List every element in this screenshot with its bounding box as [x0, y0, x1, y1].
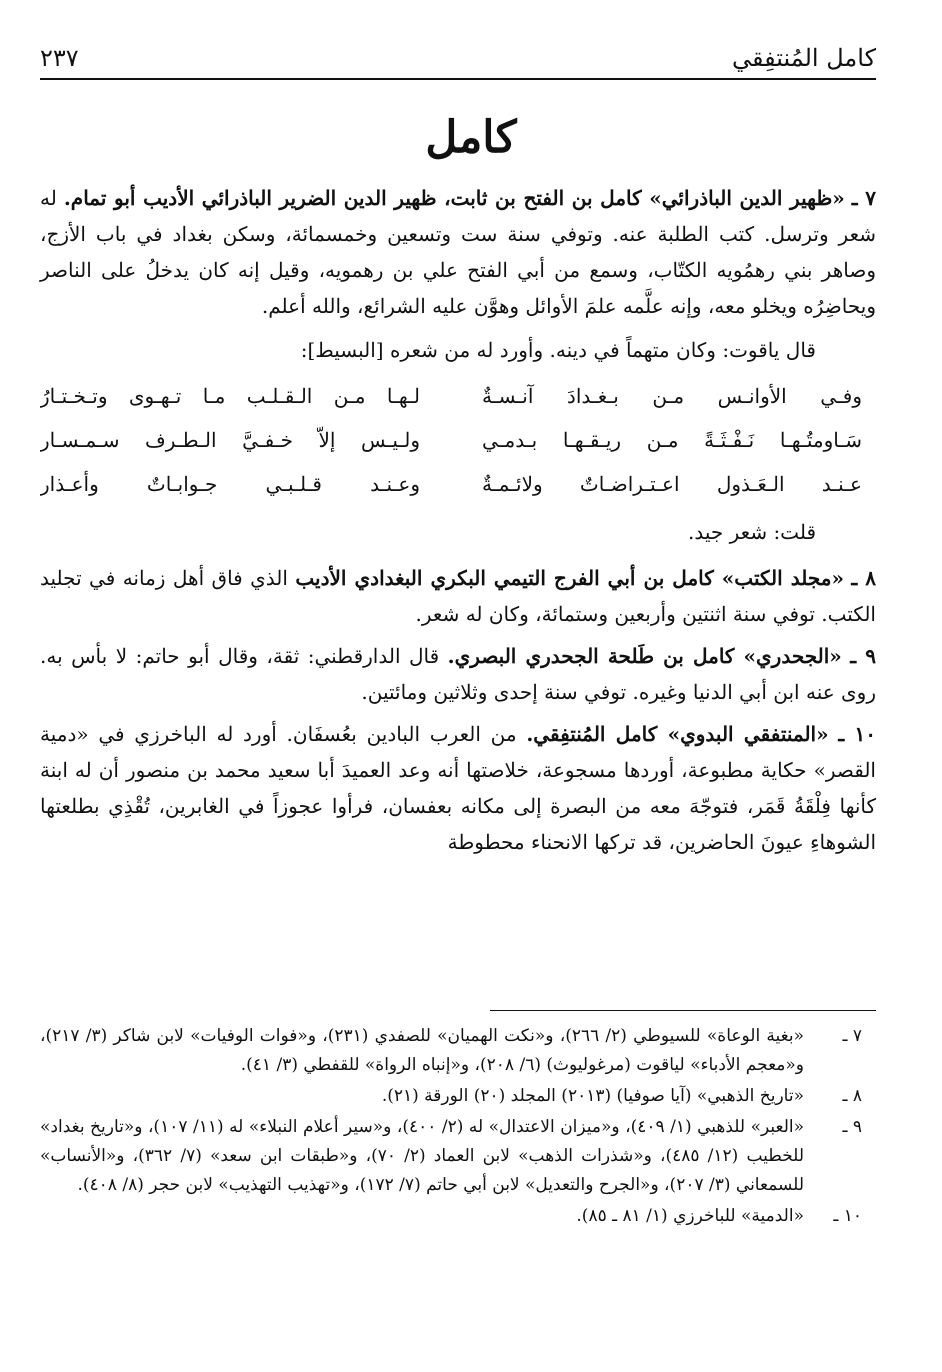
entry-heading: «الجحدري» كامل بن طَلحة الجحدري البصري. [447, 644, 842, 668]
page-number: ٢٣٧ [40, 44, 79, 72]
entry-number: ٨ ـ [851, 566, 877, 590]
footnote-divider [490, 1010, 876, 1011]
footnote-text: «تاريخ الذهبي» (آيا صوفيا) (٢٠١٣) المجلد (٢٠) الورقة (٢١). [381, 1086, 804, 1106]
entry-10 [40, 716, 876, 860]
running-title: كامل المُنتفِقي [731, 44, 876, 72]
footnotes [40, 1022, 876, 1233]
entry-8 [40, 560, 876, 632]
verse [40, 374, 876, 418]
entry-number: ١٠ ـ [838, 722, 877, 746]
entry-9 [40, 638, 876, 710]
entry-body: الذي فاق أهل زمانه في تجليد الكتب. توفي سنة اثنتين وأربعين وستمائة، وكان له شعر. [40, 566, 876, 626]
verse-first-half: عـنـد الـعَـذول اعـتـراضـاتٌ ولائـمـةٌ [482, 472, 862, 496]
entry-heading: «المنتفقي البدوي» كامل المُنتفِقي. [526, 722, 829, 746]
footnote [40, 1082, 876, 1111]
footnote [40, 1022, 876, 1080]
entry-number: ٩ ـ [850, 644, 876, 668]
footnote-number: ٧ ـ [842, 1026, 862, 1046]
verse-first-half: وفـي الأوانـس مـن بـغـدادَ آنـسـةٌ [482, 384, 862, 408]
section-heading: كامل [425, 112, 517, 163]
footnote-number: ١٠ ـ [833, 1206, 862, 1226]
footnote [40, 1113, 876, 1200]
entry-7 [40, 180, 876, 324]
verse-second-half: ولـيـس إلاّ خـفـيَّ الـطـرف سـمـسـار [40, 428, 420, 452]
entry-heading: «ظهير الدين الباذرائي» كامل بن الفتح بن ثابت، ظهير الدين الضرير الباذرائي الأديب أبو تمام. [63, 186, 845, 210]
entry-heading: «مجلد الكتب» كامل بن أبي الفرج التيمي البكري البغدادي الأديب [295, 566, 844, 590]
main-text [40, 180, 876, 866]
verse [40, 462, 876, 506]
verse-second-half: لـهـا مـن الـقـلـب مـا تـهـوى وتـخـتـارُ [40, 384, 420, 408]
verse [40, 418, 876, 462]
entry-number: ٧ ـ [851, 186, 877, 210]
entry-body: له شعر وترسل. كتب الطلبة عنه. وتوفي سنة ست وتسعين وخمسمائة، وسكن بغداد في باب الأزج، وصاهر بني رهمُويه الكتّاب، وسمع من أبي الفتح علي بن رهمويه، وقيل إنه كان يدخلُ على الناصر ويحاضِرُه ويخلو معه، وإنه علَّمه علمَ الأوائل وهوَّن عليه الشرائع، والله أعلم. [40, 186, 876, 318]
footnote [40, 1202, 876, 1231]
poem [40, 374, 876, 506]
entry-body: قال الدارقطني: ثقة، وقال أبو حاتم: لا بأس به. روى عنه ابن أبي الدنيا وغيره. توفي سنة إحدى وثلاثين ومائتين. [40, 644, 876, 704]
comment-line: قلت: شعر جيد. [688, 520, 816, 544]
footnote-number: ٩ ـ [842, 1117, 862, 1137]
poem-intro: قال ياقوت: وكان متهماً في دينه. وأورد له من شعره [البسيط]: [300, 338, 816, 362]
footnote-text: «بغية الوعاة» للسيوطي (٢/ ٢٦٦)، و«نكت الهميان» للصفدي (٢٣١)، و«فوات الوفيات» لابن شاكر (٣/ ٢١٧)، و«معجم الأدباء» لياقوت (مرغوليوث) (٦/ ٢٠٨)، و«إنباه الرواة» للقفطي (٣/ ٤١). [40, 1026, 804, 1075]
running-header [40, 38, 876, 80]
footnote-number: ٨ ـ [842, 1086, 862, 1106]
footnote-text: «الدمية» للباخرزي (١/ ٨١ ـ ٨٥). [576, 1206, 804, 1226]
entry-body: من العرب البادين بعُسفَان. أورد له الباخرزي في «دمية القصر» حكاية مطبوعة، أوردها مسجوعة، خلاصتها أنه وعد العميدَ أبا سعيد محمد بن منصور أن له ابنة كأنها فِلْقَةُ قَمَر، فتوجّهَ معه من البصرة إلى مكانه بعفسان، فرأوا عجوزاً في الغابرين، تُقْذِي بطلعتها الشوهاءِ عيونَ الحاضرين، قد تركها الانحناء محطوطة [40, 722, 876, 854]
verse-second-half: وعـنـد قـلـبـي جـوابـاتٌ وأعـذار [40, 472, 420, 496]
footnote-text: «العبر» للذهبي (١/ ٤٠٩)، و«ميزان الاعتدال» له (٢/ ٤٠٠)، و«سير أعلام النبلاء» له (١١/ ١٠٧)، و«تاريخ بغداد» للخطيب (١٢/ ٤٨٥)، و«شذرات الذهب» لابن العماد (٢/ ٧٠)، و«طبقات ابن سعد» (٧/ ٣٦٢)، و«الأنساب» للسمعاني (٣/ ٢٠٧)، و«الجرح والتعديل» لابن أبي حاتم (٧/ ١٧٢)، و«تهذيب التهذيب» لابن حجر (٨/ ٤٠٨). [40, 1117, 804, 1195]
verse-first-half: سَـاومتُـهـا نَـفْـثَـةً مـن ريـقـهـا بـدمـي [482, 428, 862, 452]
